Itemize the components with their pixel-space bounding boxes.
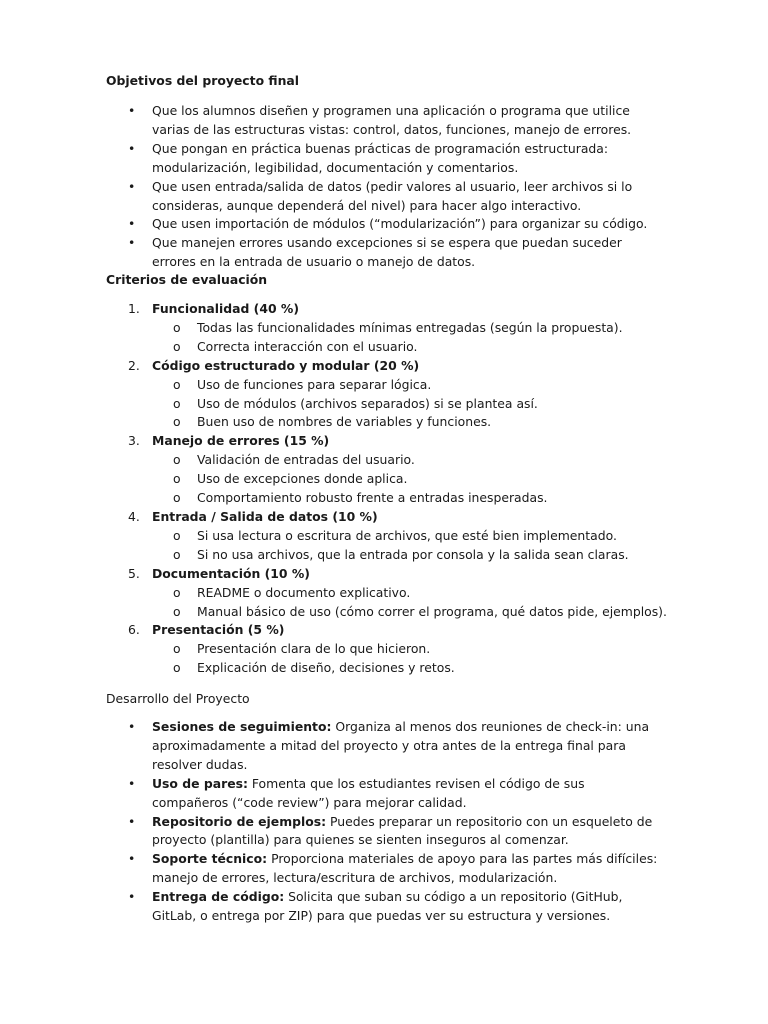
criterios-heading: Criterios de evaluación <box>106 272 268 287</box>
criterio-title: Funcionalidad (40 %) <box>152 301 299 316</box>
criterio-sub-item: o Presentación clara de lo que hicieron. <box>0 640 768 659</box>
criterio-sub-item: o Uso de funciones para separar lógica. <box>0 376 768 395</box>
desarrollo-item: • Uso de pares: Fomenta que los estudiantes revisen el código de sus compañeros (“code review”) para mejorar calidad. <box>128 775 585 810</box>
circle-bullet-icon: o <box>173 546 181 562</box>
objetivo-item: • Que usen importación de módulos (“modularización”) para organizar su código. <box>0 215 664 234</box>
bullet-icon: • <box>128 889 136 905</box>
criterio-title: Documentación (10 %) <box>152 565 310 581</box>
circle-bullet-icon: o <box>173 414 181 430</box>
objetivo-item: • Que usen entrada/salida de datos (pedir valores al usuario, leer archivos si lo consideras, aunque dependerá del nivel) para hacer algo interactivo. <box>128 178 633 213</box>
bullet-icon: • <box>128 103 136 118</box>
objetivo-item: • Que manejen errores usando excepciones si se espera que puedan suceder errores en la entrada de usuario o manejo de datos. <box>128 235 622 270</box>
criterio-number: 6. <box>128 622 140 638</box>
desarrollo-list <box>0 718 768 926</box>
objetivos-heading: Objetivos del proyecto final <box>106 73 300 88</box>
criterio-item <box>0 565 768 622</box>
bullet-icon: • <box>128 851 136 867</box>
objetivos-list <box>0 102 768 272</box>
criterio-sub-item: o Todas las funcionalidades mínimas entregadas (según la propuesta). <box>0 319 768 338</box>
criterio-sub-item: o README o documento explicativo. <box>0 584 768 603</box>
criterio-sub-item: o Uso de excepciones donde aplica. <box>0 470 768 489</box>
desarrollo-item: • Repositorio de ejemplos: Puedes preparar un repositorio con un esqueleto de proyecto (plantilla) para quienes se sienten inseguros al comenzar. <box>128 813 653 848</box>
objetivo-item: • Que los alumnos diseñen y programen una aplicación o programa que utilice varias de las estructuras vistas: control, datos, funciones, manejo de errores. <box>128 103 632 137</box>
criterio-title: Presentación (5 %) <box>152 622 285 638</box>
circle-bullet-icon: o <box>173 527 181 543</box>
criterio-number: 4. <box>128 508 140 524</box>
objetivo-item: • Que pongan en práctica buenas prácticas de programación estructurada: modularización, legibilidad, documentación y comentarios. <box>128 140 609 175</box>
criterio-title: Entrada / Salida de datos (10 %) <box>152 508 378 524</box>
criterio-sub-item: o Explicación de diseño, decisiones y retos. <box>0 659 768 678</box>
circle-bullet-icon: o <box>173 603 181 619</box>
bullet-icon: • <box>128 235 136 251</box>
criterio-sub-item: o Uso de módulos (archivos separados) si se plantea así. <box>0 395 768 414</box>
criterio-item <box>0 432 768 508</box>
circle-bullet-icon: o <box>173 395 181 411</box>
criterio-sub-item: o Si usa lectura o escritura de archivos, que esté bien implementado. <box>0 527 768 546</box>
circle-bullet-icon: o <box>173 471 181 487</box>
criterio-title: Código estructurado y modular (20 %) <box>152 357 420 373</box>
desarrollo-heading: Desarrollo del Proyecto <box>106 691 250 706</box>
circle-bullet-icon: o <box>173 452 181 468</box>
criterio-number: 5. <box>128 565 140 581</box>
desarrollo-item-label: Entrega de código: <box>152 889 285 905</box>
desarrollo-item: • Entrega de código: Solicita que suban su código a un repositorio (GitHub, GitLab, o entrega por ZIP) para que puedas ver su estructura y versiones. <box>128 889 623 924</box>
circle-bullet-icon: o <box>173 376 181 392</box>
criterio-item <box>0 300 768 357</box>
circle-bullet-icon: o <box>173 338 181 354</box>
bullet-icon: • <box>128 719 136 734</box>
bullet-icon: • <box>128 813 136 829</box>
desarrollo-item: • Soporte técnico: Proporciona materiales de apoyo para las partes más difíciles: manejo de errores, lectura/escritura de archivos, modularización. <box>128 851 658 886</box>
bullet-icon: • <box>128 178 136 194</box>
criterio-item <box>0 621 768 678</box>
circle-bullet-icon: o <box>173 641 181 657</box>
bullet-icon: • <box>128 775 136 791</box>
desarrollo-item: • Sesiones de seguimiento: Organiza al menos dos reuniones de check-in: una aproximadamente a mitad del proyecto y otra antes de la entrega final para resolver dudas. <box>128 719 650 772</box>
criterio-sub-item: o Correcta interacción con el usuario. <box>0 338 768 357</box>
criterio-item <box>0 508 768 565</box>
circle-bullet-icon: o <box>173 584 181 600</box>
criterio-item <box>0 357 768 433</box>
circle-bullet-icon: o <box>173 319 181 335</box>
criterio-number: 3. <box>128 433 140 449</box>
desarrollo-item-label: Sesiones de seguimiento: <box>152 719 332 734</box>
desarrollo-item-label: Soporte técnico: <box>152 851 268 867</box>
criterio-sub-item: o Comportamiento robusto frente a entradas inesperadas. <box>0 489 768 508</box>
bullet-icon: • <box>128 140 136 156</box>
criterio-title: Manejo de errores (15 %) <box>152 433 330 449</box>
criterio-number: 2. <box>128 357 140 373</box>
criterio-sub-item: o Si no usa archivos, que la entrada por consola y la salida sean claras. <box>0 546 768 565</box>
desarrollo-item-label: Uso de pares: <box>152 775 248 791</box>
circle-bullet-icon: o <box>173 490 181 506</box>
desarrollo-item-label: Repositorio de ejemplos: <box>152 813 327 829</box>
criterio-number: 1. <box>128 301 140 316</box>
bullet-icon: • <box>128 216 136 232</box>
circle-bullet-icon: o <box>173 660 181 676</box>
criterio-sub-item: o Manual básico de uso (cómo correr el programa, qué datos pide, ejemplos). <box>0 603 768 622</box>
criterio-sub-item: o Buen uso de nombres de variables y funciones. <box>0 413 768 432</box>
criterios-list <box>0 300 768 678</box>
criterio-sub-item: o Validación de entradas del usuario. <box>0 451 768 470</box>
